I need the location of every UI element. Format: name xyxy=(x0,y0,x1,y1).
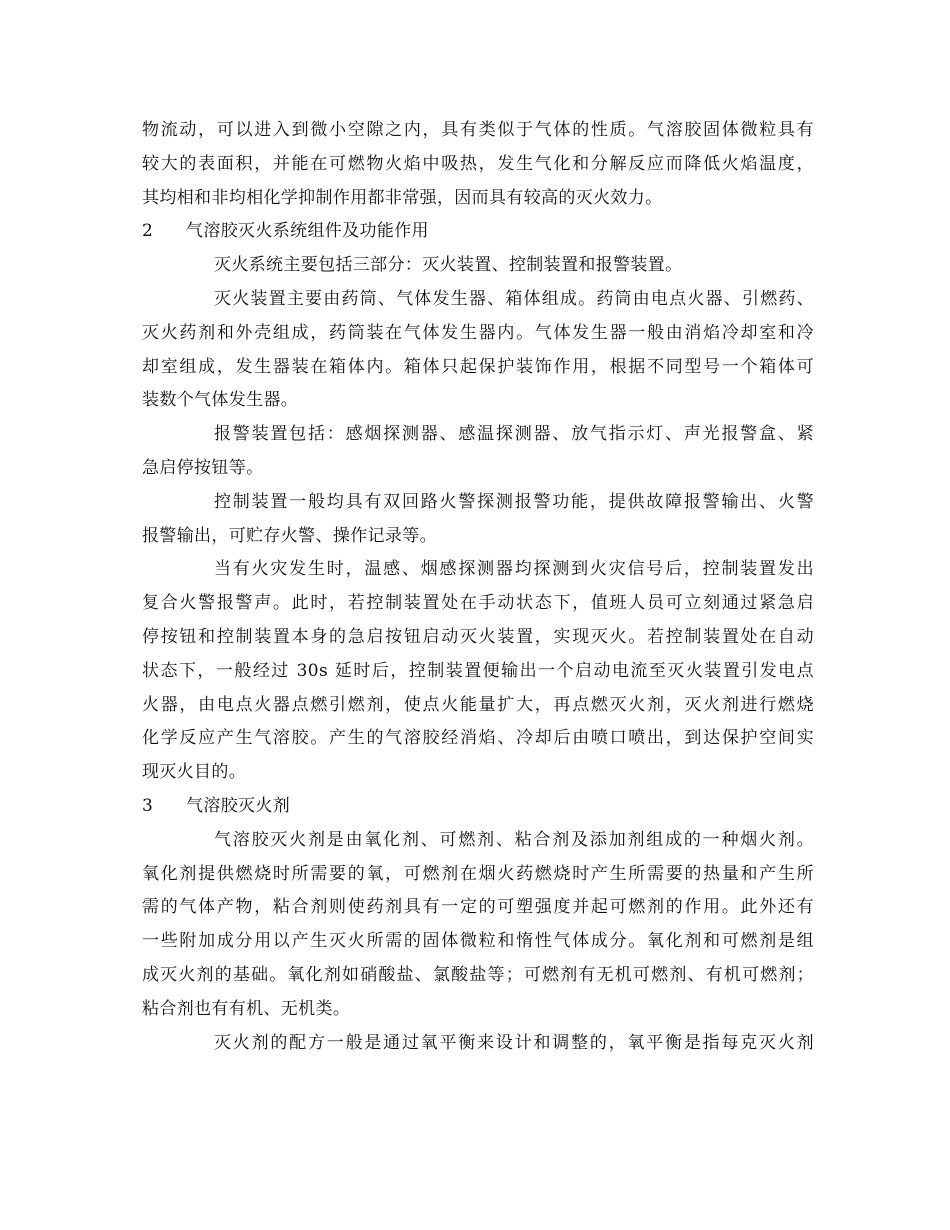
text-line: 现灭火目的。 xyxy=(142,762,247,783)
paragraph xyxy=(142,486,814,554)
text-line: 灭火剂的配方一般是通过氧平衡来设计和调整的，氧平衡是指每克灭火剂 xyxy=(214,1032,814,1053)
text-line: 报警输出，可贮存火警、操作记录等。 xyxy=(142,525,437,546)
text-line: 却室组成，发生器装在箱体内。箱体只起保护装饰作用，根据不同型号一个箱体可 xyxy=(142,356,814,377)
text-line: 其均相和非均相化学抑制作用都非常强，因而具有较高的灭火效力。 xyxy=(142,187,663,208)
text-line: 一些附加成分用以产生灭火所需的固体微粒和惰性气体成分。氧化剂和可燃剂是组 xyxy=(142,931,814,952)
section-number: 2 xyxy=(142,221,154,242)
text-line: 成灭火剂的基础。氧化剂如硝酸盐、氯酸盐等；可燃剂有无机可燃剂、有机可燃剂； xyxy=(142,964,814,985)
paragraph xyxy=(142,553,814,790)
paragraph xyxy=(142,283,814,418)
text-line: 报警装置包括：感烟探测器、感温探测器、放气指示灯、声光报警盒、紧 xyxy=(214,424,814,445)
text-line: 急启停按钮等。 xyxy=(142,457,264,478)
text-line: 状态下，一般经过 30s 延时后，控制装置便输出一个启动电流至灭火装置引发电点 xyxy=(142,660,814,681)
text-line: 化学反应产生气溶胶。产生的气溶胶经消焰、冷却后由喷口喷出，到达保护空间实 xyxy=(142,728,814,749)
paragraph xyxy=(142,824,814,1027)
text-line: 复合火警报警声。此时，若控制装置处在手动状态下，值班人员可立刻通过紧急启 xyxy=(142,593,814,614)
text-line: 灭火系统主要包括三部分：灭火装置、控制装置和报警装置。 xyxy=(214,255,683,276)
section-number: 3 xyxy=(142,795,154,816)
section-title: 气溶胶灭火系统组件及功能作用 xyxy=(186,221,429,242)
section-heading xyxy=(142,790,814,824)
text-line: 当有火灾发生时，温感、烟感探测器均探测到火灾信号后，控制装置发出 xyxy=(214,559,814,580)
document-body xyxy=(142,114,814,1060)
paragraph xyxy=(142,249,814,283)
paragraph xyxy=(142,418,814,486)
section-title: 气溶胶灭火剂 xyxy=(186,795,291,816)
text-line: 粘合剂也有有机、无机类。 xyxy=(142,998,351,1019)
text-line: 较大的表面积，并能在可燃物火焰中吸热，发生气化和分解反应而降低火焰温度， xyxy=(142,153,814,174)
text-line: 灭火装置主要由药筒、气体发生器、箱体组成。药筒由电点火器、引燃药、 xyxy=(214,288,814,309)
section-heading xyxy=(142,215,814,249)
text-line: 氧化剂提供燃烧时所需要的氧，可燃剂在烟火药燃烧时产生所需要的热量和产生所 xyxy=(142,863,814,884)
paragraph xyxy=(142,114,814,215)
text-line: 装数个气体发生器。 xyxy=(142,390,299,411)
paragraph xyxy=(142,1027,814,1061)
text-line: 需的气体产物，粘合剂则使药剂具有一定的可塑强度并起可燃剂的作用。此外还有 xyxy=(142,897,814,918)
text-line: 停按钮和控制装置本身的急启按钮启动灭火装置，实现灭火。若控制装置处在自动 xyxy=(142,626,814,647)
text-line: 气溶胶灭火剂是由氧化剂、可燃剂、粘合剂及添加剂组成的一种烟火剂。 xyxy=(214,829,814,850)
text-line: 控制装置一般均具有双回路火警探测报警功能，提供故障报警输出、火警 xyxy=(214,491,814,512)
text-line: 灭火药剂和外壳组成，药筒装在气体发生器内。气体发生器一般由消焰冷却室和冷 xyxy=(142,322,814,343)
text-line: 物流动，可以进入到微小空隙之内，具有类似于气体的性质。气溶胶固体微粒具有 xyxy=(142,120,814,140)
text-line: 火器，由电点火器点燃引燃剂，使点火能量扩大，再点燃灭火剂，灭火剂进行燃烧 xyxy=(142,694,814,715)
